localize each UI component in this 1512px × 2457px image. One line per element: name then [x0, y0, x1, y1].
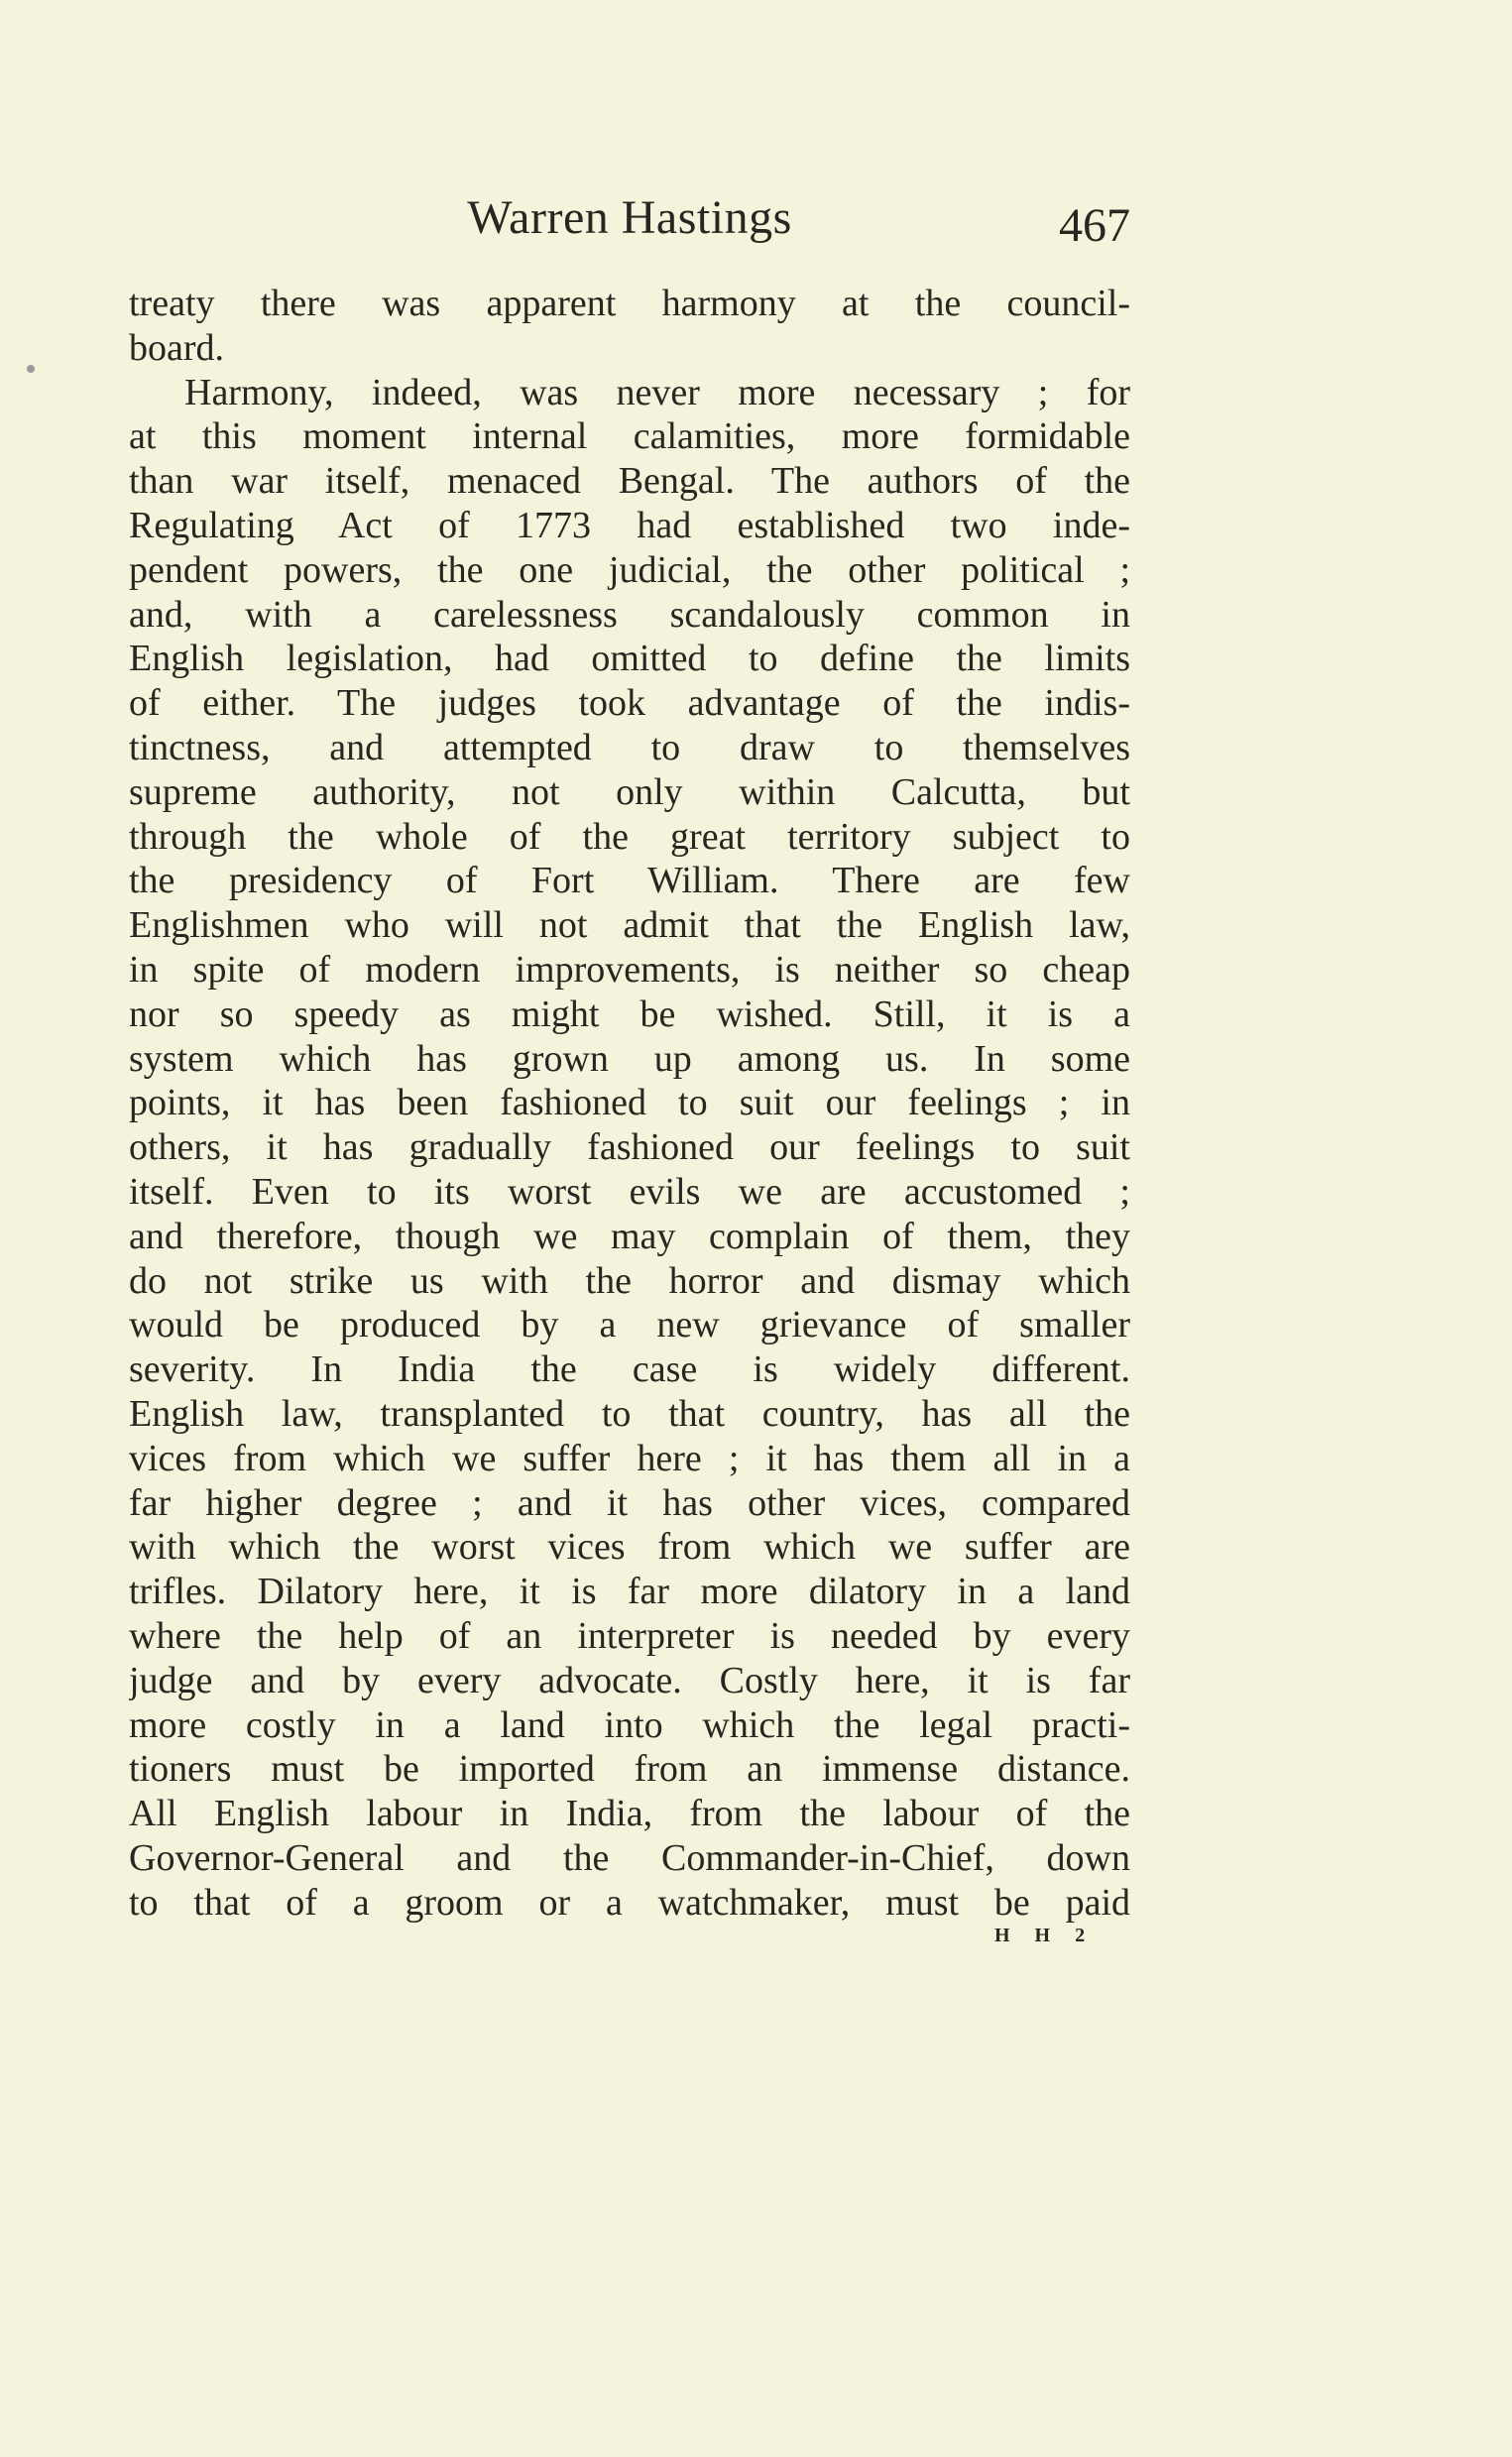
text-line: do not strike us with the horror and dismay which: [129, 1259, 1130, 1302]
text-line: All English labour in India, from the labour of the: [129, 1793, 1130, 1835]
signature-mark: H H 2: [994, 1925, 1096, 1946]
text-line: tinctness, and attempted to draw to themselves: [129, 726, 1130, 768]
text-line: with which the worst vices from which we suffer are: [129, 1526, 1130, 1569]
text-line: supreme authority, not only within Calcutta, but: [129, 770, 1130, 813]
text-line: at this moment internal calamities, more formidable: [129, 415, 1130, 458]
text-line: itself. Even to its worst evils we are accustomed ;: [129, 1170, 1130, 1213]
text-line: trifles. Dilatory here, it is far more dilatory in a land: [129, 1571, 1130, 1613]
text-line: Regulating Act of 1773 had established two inde-: [129, 504, 1130, 546]
text-line: of either. The judges took advantage of the indis-: [129, 682, 1130, 725]
text-line: others, it has gradually fashioned our feelings to suit: [129, 1126, 1130, 1169]
text-line: through the whole of the great territory subject to: [129, 815, 1130, 858]
text-line: would be produced by a new grievance of smaller: [129, 1304, 1130, 1346]
text-line: more costly in a land into which the legal practi-: [129, 1703, 1130, 1746]
text-line: pendent powers, the one judicial, the other political ;: [129, 548, 1130, 591]
body-text: [129, 282, 1130, 1925]
text-line: in spite of modern improvements, is neither so cheap: [129, 948, 1130, 991]
text-line: and, with a carelessness scandalously common in: [129, 593, 1130, 636]
text-line: judge and by every advocate. Costly here, it is far: [129, 1659, 1130, 1701]
text-line: points, it has been fashioned to suit our feelings ; in: [129, 1082, 1130, 1124]
text-line: and therefore, though we may complain of them, they: [129, 1215, 1130, 1257]
text-line: the presidency of Fort William. There are few: [129, 860, 1130, 902]
text-line: severity. In India the case is widely different.: [129, 1348, 1130, 1391]
text-line: Harmony, indeed, was never more necessary ; for: [184, 371, 1130, 413]
text-line: Governor-General and the Commander-in-Chief, down: [129, 1836, 1130, 1879]
text-line: English legislation, had omitted to define the limits: [129, 638, 1130, 680]
text-line: vices from which we suffer here ; it has them all in a: [129, 1437, 1130, 1479]
text-line: treaty there was apparent harmony at the council-: [129, 283, 1130, 324]
text-line: Englishmen who will not admit that the English law,: [129, 904, 1130, 947]
page-number: 467: [1059, 199, 1130, 252]
text-line: system which has grown up among us. In some: [129, 1037, 1130, 1080]
text-line: tioners must be imported from an immense distance.: [129, 1748, 1130, 1791]
text-line: nor so speedy as might be wished. Still, it is a: [129, 993, 1130, 1035]
running-head: [129, 190, 1130, 260]
text-line: to that of a groom or a watchmaker, must be paid: [129, 1881, 1130, 1924]
text-line: far higher degree ; and it has other vices, compared: [129, 1481, 1130, 1524]
text-line: board.: [129, 326, 225, 369]
text-line: English law, transplanted to that country, has all the: [129, 1392, 1130, 1435]
paper-speck: [27, 365, 35, 373]
running-title: Warren Hastings: [467, 191, 792, 244]
text-line: than war itself, menaced Bengal. The authors of the: [129, 460, 1130, 503]
text-line: where the help of an interpreter is needed by every: [129, 1614, 1130, 1657]
